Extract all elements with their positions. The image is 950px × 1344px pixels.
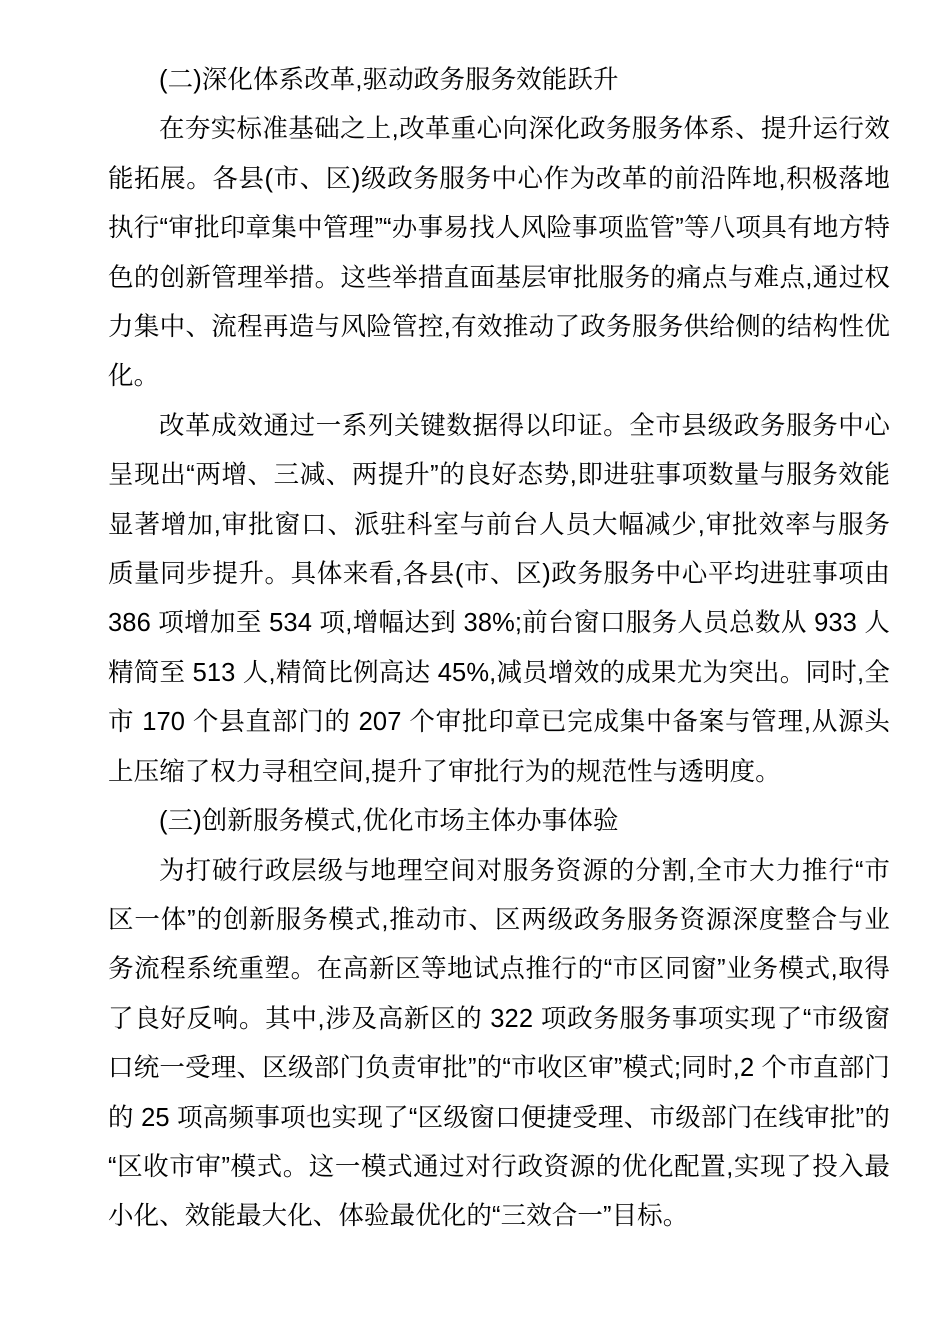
heading-section-3: (三)创新服务模式,优化市场主体办事体验 (159, 807, 619, 836)
paragraph-2-2: 改革成效通过一系列关键数据得以印证。全市县级政务服务中心呈现出“两增、三减、两提升”的良好态势,即进驻事项数量与服务效能显著增加,审批窗口、派驻科室与前台人员大幅减少,审批效率与服务质量同步提升。具体来看,各县(市、区)政务服务中心平均进驻事项由 386 项增加至 534 项,增幅达到 38%;前台窗口服务人员总数从 933 人精简至 513 人,精简比例高达 45%,减员增效的成果尤为突出。同时,全市 170 个县直部门的 207 个审批印章已完成集中备案与管理,从源头上压缩了权力寻租空间,提升了审批行为的规范性与透明度。 (108, 411, 890, 786)
document-content (108, 56, 890, 1242)
heading-section-2: (二)深化体系改革,驱动政务服务效能跃升 (159, 66, 619, 94)
paragraph-2-1: 在夯实标准基础之上,改革重心向深化政务服务体系、提升运行效能拓展。各县(市、区)级政务服务中心作为改革的前沿阵地,积极落地执行“审批印章集中管理”“办事易找人风险事项监管”等八项具有地方特色的创新管理举措。这些举措直面基层审批服务的痛点与难点,通过权力集中、流程再造与风险管控,有效推动了政务服务供给侧的结构性优化。 (108, 115, 890, 391)
paragraph-3-1: 为打破行政层级与地理空间对服务资源的分割,全市大力推行“市区一体”的创新服务模式,推动市、区两级政务服务资源深度整合与业务流程系统重塑。在高新区等地试点推行的“市区同窗”业务模式,取得了良好反响。其中,涉及高新区的 322 项政务服务事项实现了“市级窗口统一受理、区级部门负责审批”的“市收区审”模式;同时,2 个市直部门的 25 项高频事项也实现了“区级窗口便捷受理、市级部门在线审批”的“区收市审”模式。这一模式通过对行政资源的优化配置,实现了投入最小化、效能最大化、体验最优化的“三效合一”目标。 (108, 856, 890, 1231)
